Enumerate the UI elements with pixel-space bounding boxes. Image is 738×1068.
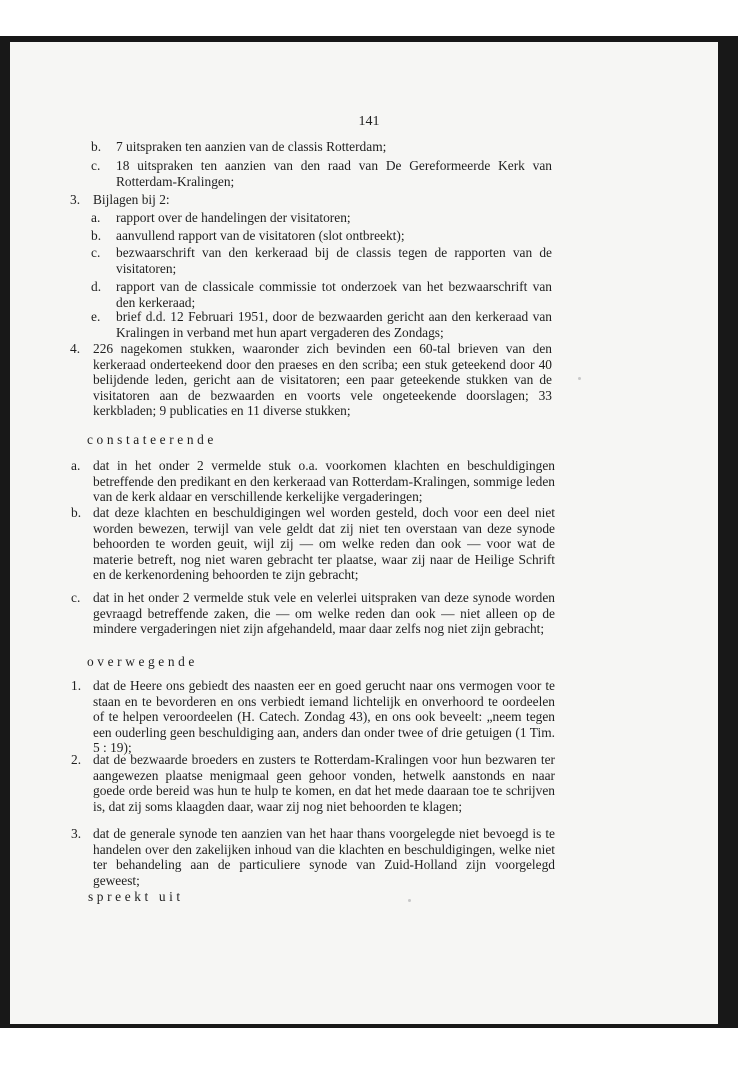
section-heading-constateerende: constateerende (87, 432, 217, 447)
item-text: bezwaarschrift van den kerkeraad bij de classis tegen de rapporten van de visitatoren; (116, 245, 552, 276)
item-text: Bijlagen bij 2: (93, 192, 170, 207)
item-text: dat in het onder 2 vermelde stuk vele en velerlei uitspraken van deze synode worden gevraagd betreffende zaken, die — om welke reden dan ook — niet alleen op de mindere vergaderingen niet zijn afgehandeld, maar daar zelfs nog niet zijn gebracht; (93, 590, 555, 637)
item-label: e. (91, 309, 101, 324)
list-item (91, 139, 552, 155)
item-text: dat in het onder 2 vermelde stuk o.a. voorkomen klachten en beschuldigingen betreffende den predikant en den kerkeraad van Rotterdam-Kralingen, sommige leden van de kerk aldaar en verschillende kerkelijke vergaderingen; (93, 458, 555, 505)
item-text: dat de generale synode ten aanzien van het haar thans voorgelegde niet bevoegd is te handelen over den zakelijken inhoud van die klachten en beschuldigingen, welke niet ter behandeling aan de particuliere synode van Zuid-Holland zijn voorgelegd geweest; (93, 826, 555, 888)
item-label: b. (71, 505, 82, 520)
item-label: b. (91, 139, 102, 154)
list-item (71, 678, 555, 756)
item-text: 7 uitspraken ten aanzien van de classis Rotterdam; (116, 139, 387, 154)
list-item (91, 309, 552, 340)
list-item (70, 341, 552, 419)
list-item (91, 228, 552, 244)
list-item (71, 752, 555, 814)
item-label: c. (71, 590, 81, 605)
item-label: 4. (70, 341, 81, 356)
item-label: 2. (71, 752, 82, 767)
item-text: dat de Heere ons gebiedt des naasten eer en goed gerucht naar ons vermogen voor te staan en te bevorderen en ons verbiedt iemand lichtelijk en onverhoord te oordeelen of te helpen veroordeelen (H. Catech. Zondag 43), en ons ook beveelt: „neem tegen een ouderling geen beschuldiging aan, anders dan onder twee of drie getuigen (1 Tim. 5 : 19); (93, 678, 555, 756)
item-text: dat de bezwaarde broeders en zusters te Rotterdam-Kralingen voor hun bezwaren ter aangewezen plaatse menigmaal geen gehoor vonden, hetwelk aanstonds en naar goede orde bereid was hun te hulp te komen, en dat het mede daaraan toe te schrijven is, dat zij soms klaagden daar, waar zij nog niet behoorden te klagen; (93, 752, 555, 814)
list-item (91, 245, 552, 276)
item-label: a. (91, 210, 101, 225)
item-label: 3. (71, 826, 82, 841)
list-item (70, 192, 552, 208)
item-text: rapport over de handelingen der visitatoren; (116, 210, 351, 225)
list-item (91, 210, 552, 226)
item-text: rapport van de classicale commissie tot onderzoek van het bezwaarschrift van den kerkeraad; (116, 279, 552, 310)
section-heading-spreekt-uit: spreekt uit (88, 889, 184, 904)
list-item (91, 158, 552, 189)
list-item (71, 826, 555, 888)
item-text: brief d.d. 12 Februari 1951, door de bezwaarden gericht aan den kerkeraad van Kralingen in verband met hun apart vergaderen des Zondags; (116, 309, 552, 340)
item-label: 3. (70, 192, 81, 207)
item-label: c. (91, 158, 101, 173)
list-item (91, 279, 552, 310)
item-text: 226 nagekomen stukken, waaronder zich bevinden een 60-tal brieven van den kerkeraad onderteekend door den praeses en den scriba; een stuk geteekend door 40 belijdende leden, gericht aan de visitatoren; een paar geteekende stukken van de visitatoren aan de bezwaarden en voorts vele ongeteekende doorslagen; 33 kerkbladen; 9 publicaties en 11 diverse stukken; (93, 341, 552, 419)
list-item (71, 590, 555, 637)
scan-speck (578, 377, 581, 380)
scan-speck (408, 899, 411, 902)
item-text: aanvullend rapport van de visitatoren (slot ontbreekt); (116, 228, 405, 243)
item-text: 18 uitspraken ten aanzien van den raad van De Gereformeerde Kerk van Rotterdam-Kralingen; (116, 158, 552, 189)
item-label: a. (71, 458, 81, 473)
item-label: 1. (71, 678, 82, 693)
list-item (71, 458, 555, 505)
section-heading-overwegende: overwegende (87, 654, 198, 669)
item-label: d. (91, 279, 102, 294)
item-text: dat deze klachten en beschuldigingen wel worden gesteld, doch voor een deel niet worden bewezen, terwijl van vele geldt dat zij niet ten overstaan van deze synode behoorden te worden geuit, wijl zij — om welke reden dan ook — voor wat de materie betreft, nog niet waren gebracht ter plaatse, waar zij naar de Heilige Schrift en de kerkenordening behoorden te zijn gebracht; (93, 505, 555, 583)
page-number: 141 (358, 114, 380, 129)
list-item (71, 505, 555, 583)
item-label: b. (91, 228, 102, 243)
item-label: c. (91, 245, 101, 260)
